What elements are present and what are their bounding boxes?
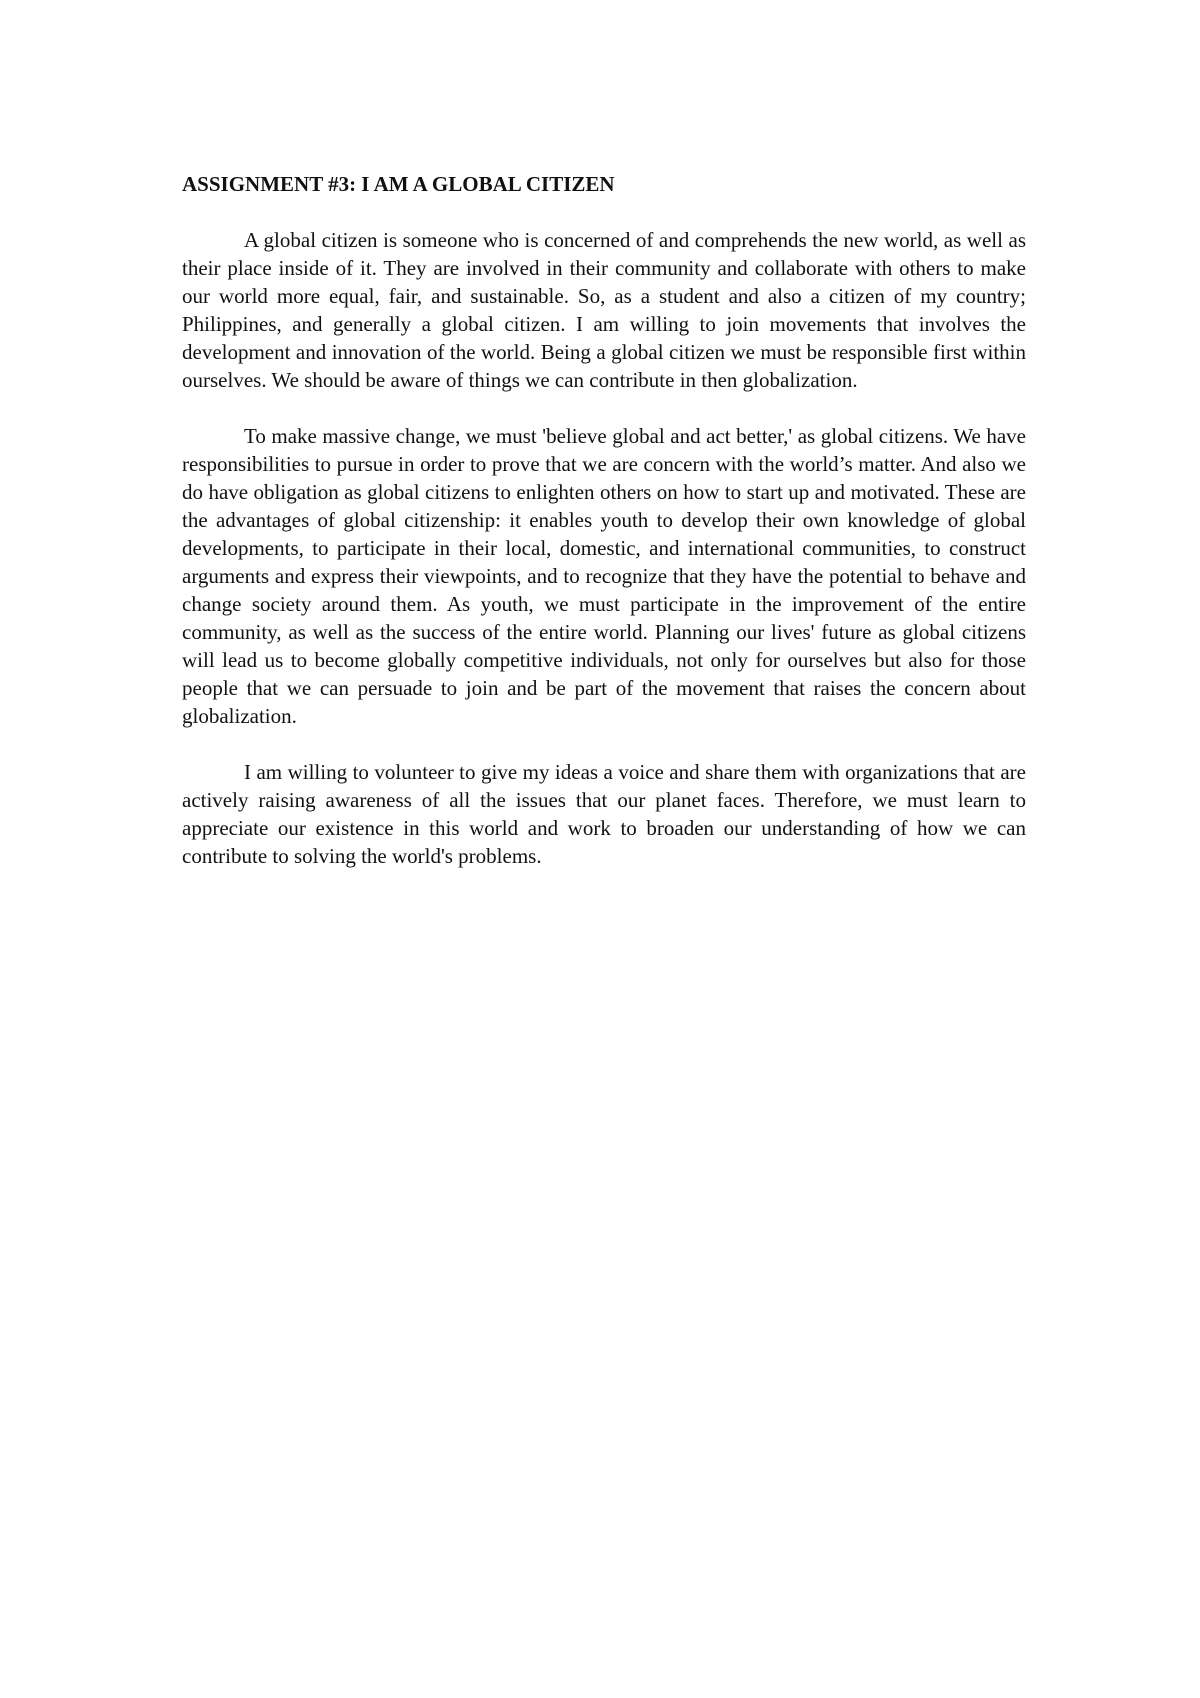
paragraph-3: I am willing to volunteer to give my ideas a voice and share them with organizations that are actively raising awareness of all the issues that our planet faces. Therefore, we must learn to appreciate our existence in this world and work to broaden our understanding of how we can contribute to solving the world's problems. — [182, 760, 1026, 868]
document-body — [182, 170, 1026, 870]
paragraph-2: To make massive change, we must 'believe global and act better,' as global citizens. We have responsibilities to pursue in order to prove that we are concern with the world’s matter. And also we do have obligation as global citizens to enlighten others on how to start up and motivated. These are the advantages of global citizenship: it enables youth to develop their own knowledge of global developments, to participate in their local, domestic, and international communities, to construct arguments and express their viewpoints, and to recognize that they have the potential to behave and change society around them. As youth, we must participate in the improvement of the entire community, as well as the success of the entire world. Planning our lives' future as global citizens will lead us to become globally competitive individuals, not only for ourselves but also for those people that we can persuade to join and be part of the movement that raises the concern about globalization. — [182, 424, 1026, 728]
assignment-title: ASSIGNMENT #3: I AM A GLOBAL CITIZEN — [182, 172, 615, 196]
paragraph-1: A global citizen is someone who is concerned of and comprehends the new world, as well as their place inside of it. They are involved in their community and collaborate with others to make our world more equal, fair, and sustainable. So, as a student and also a citizen of my country; Philippines, and generally a global citizen. I am willing to join movements that involves the development and innovation of the world. Being a global citizen we must be responsible first within ourselves. We should be aware of things we can contribute in then globalization. — [182, 228, 1026, 392]
